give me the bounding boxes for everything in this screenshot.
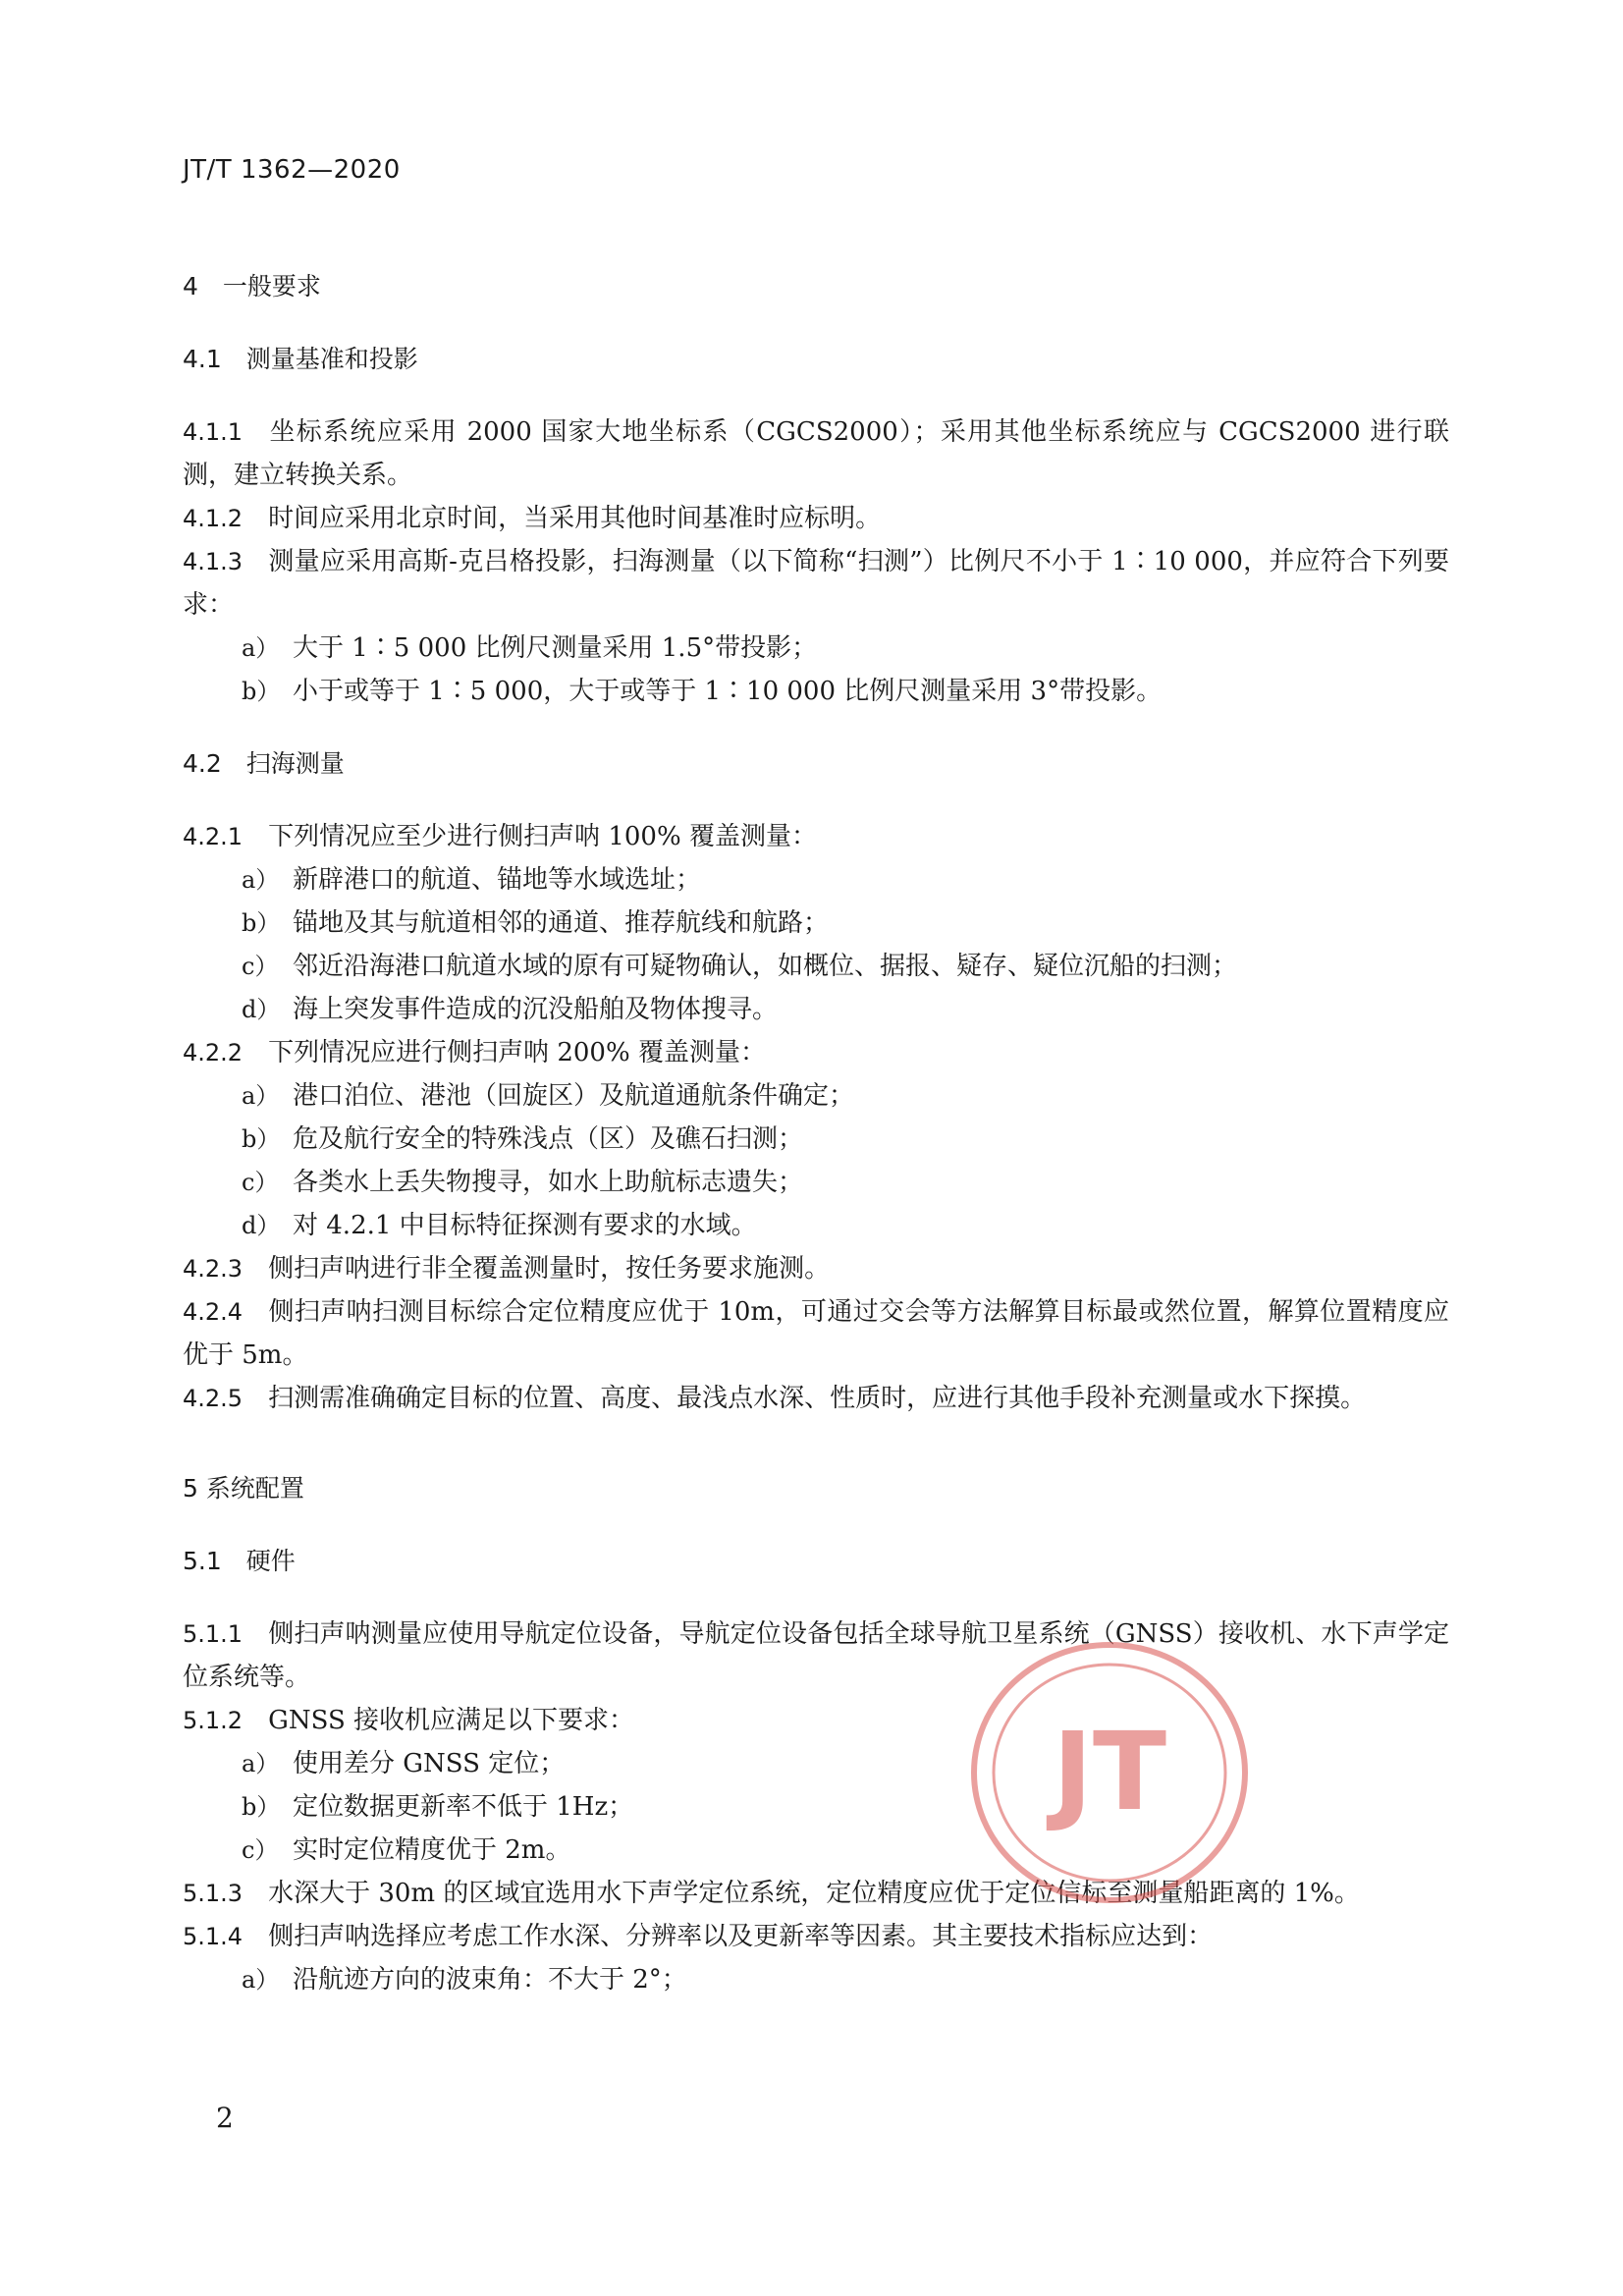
list-item: a） 港口泊位、港池（回旋区）及航道通航条件确定； <box>242 1081 855 1111</box>
section-heading-4-2: 4.2 扫海测量 <box>183 749 345 778</box>
clause-4-1-2: 4.1.2 时间应采用北京时间，当采用其他时间基准时应标明。 <box>183 504 882 533</box>
stamp-text: JT <box>1053 1709 1166 1834</box>
clause-4-2-4: 4.2.4 侧扫声呐扫测目标综合定位精度应优于 10m，可通过交会等方法解算目标最或然位置，解算位置精度应优于 5m。 <box>183 1297 1449 1370</box>
document-body <box>183 265 1449 2001</box>
list-item: a） 新辟港口的航道、锚地等水域选址； <box>242 865 702 895</box>
list-item: b） 定位数据更新率不低于 1Hz； <box>242 1792 634 1822</box>
standard-number-header: JT/T 1362—2020 <box>183 155 401 185</box>
clause-4-1-3: 4.1.3 测量应采用高斯-克吕格投影，扫海测量（以下简称“扫测”）比例尺不小于 1∶10 000，并应符合下列要求： <box>183 547 1449 620</box>
clause-4-1-1: 4.1.1 坐标系统应采用 2000 国家大地坐标系（CGCS2000）；采用其他坐标系统应与 CGCS2000 进行联测，建立转换关系。 <box>183 417 1449 490</box>
section-heading-5: 5 系统配置 <box>183 1474 304 1503</box>
clause-4-2-1: 4.2.1 下列情况应至少进行侧扫声呐 100% 覆盖测量： <box>183 822 817 851</box>
list-item: d） 对 4.2.1 中目标特征探测有要求的水域。 <box>242 1211 757 1240</box>
section-heading-4: 4 一般要求 <box>183 272 321 301</box>
list-item: c） 邻近沿海港口航道水域的原有可疑物确认，如概位、据报、疑存、疑位沉船的扫测； <box>242 952 1238 981</box>
clause-4-2-3: 4.2.3 侧扫声呐进行非全覆盖测量时，按任务要求施测。 <box>183 1254 831 1284</box>
page-number: 2 <box>216 2102 234 2134</box>
clause-5-1-3: 5.1.3 水深大于 30m 的区域宜选用水下声学定位系统，定位精度应优于定位信标至测量船距离的 1%。 <box>183 1879 1360 1908</box>
list-item: c） 各类水上丢失物搜寻，如水上助航标志遗失； <box>242 1168 804 1197</box>
clause-5-1-4: 5.1.4 侧扫声呐选择应考虑工作水深、分辨率以及更新率等因素。其主要技术指标应达到： <box>183 1922 1214 1951</box>
list-item: c） 实时定位精度优于 2m。 <box>242 1835 571 1865</box>
list-item: b） 锚地及其与航道相邻的通道、推荐航线和航路； <box>242 908 830 938</box>
clause-5-1-1: 5.1.1 侧扫声呐测量应使用导航定位设备，导航定位设备包括全球导航卫星系统（GNSS）接收机、水下声学定位系统等。 <box>183 1619 1449 1692</box>
list-item: a） 大于 1∶5 000 比例尺测量采用 1.5°带投影； <box>242 633 818 663</box>
list-item: a） 使用差分 GNSS 定位； <box>242 1749 566 1778</box>
clause-4-2-5: 4.2.5 扫测需准确确定目标的位置、高度、最浅点水深、性质时，应进行其他手段补充测量或水下探摸。 <box>183 1384 1367 1413</box>
list-item: b） 小于或等于 1∶5 000，大于或等于 1∶10 000 比例尺测量采用 3°带投影。 <box>242 677 1163 706</box>
list-item: b） 危及航行安全的特殊浅点（区）及礁石扫测； <box>242 1124 804 1154</box>
clause-5-1-2: 5.1.2 GNSS 接收机应满足以下要求： <box>183 1706 635 1735</box>
section-heading-5-1: 5.1 硬件 <box>183 1547 296 1575</box>
list-item: d） 海上突发事件造成的沉没船舶及物体搜寻。 <box>242 995 779 1024</box>
jt-stamp-logo <box>967 1630 1252 1915</box>
section-heading-4-1: 4.1 测量基准和投影 <box>183 345 418 373</box>
list-item: a） 沿航迹方向的波束角：不大于 2°； <box>242 1965 687 1995</box>
clause-4-2-2: 4.2.2 下列情况应进行侧扫声呐 200% 覆盖测量： <box>183 1038 766 1067</box>
